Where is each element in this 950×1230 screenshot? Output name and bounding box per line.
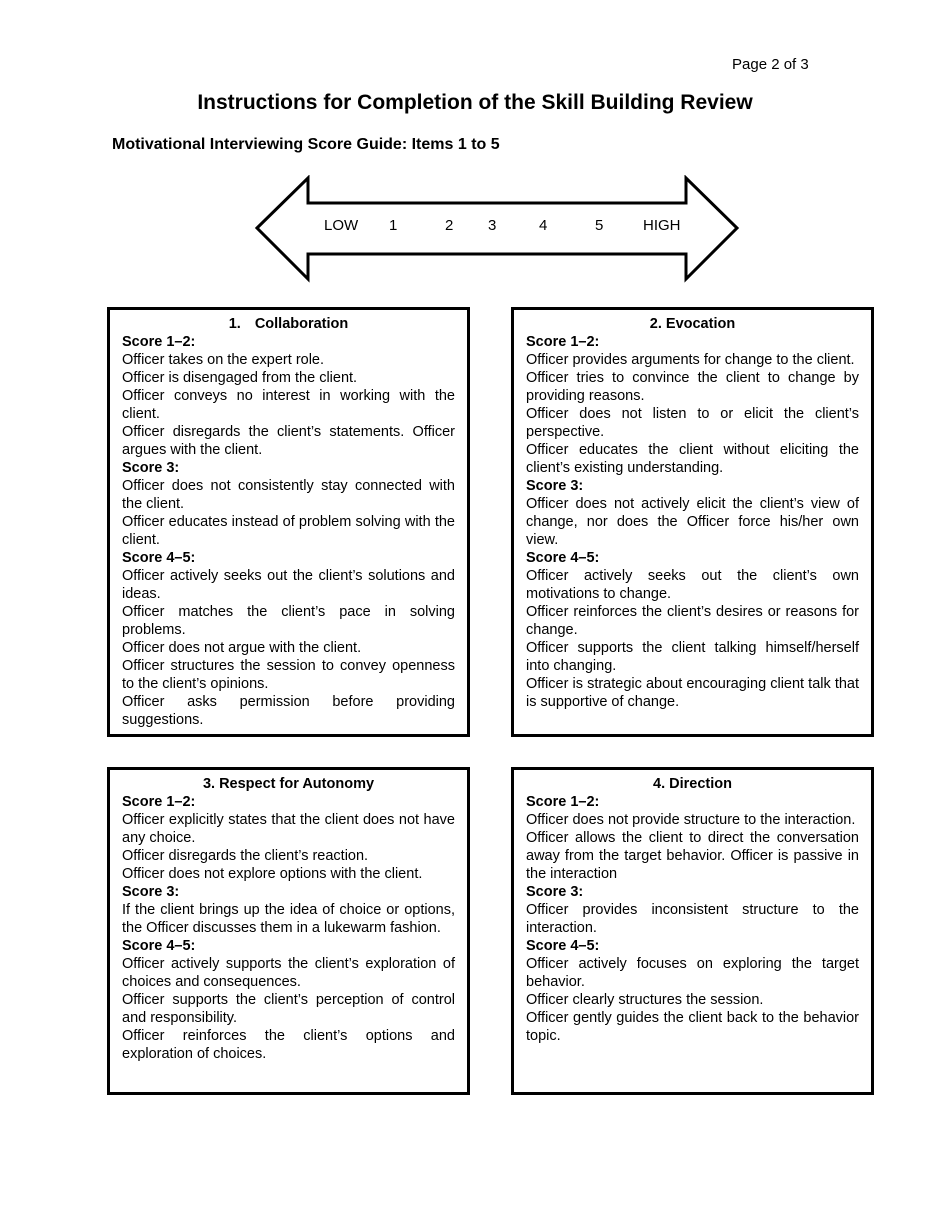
list-item: Officer does not consistently stay connected with the client. bbox=[122, 478, 455, 512]
score-3-heading: Score 3: bbox=[122, 884, 180, 900]
score-1-2-heading: Score 1–2: bbox=[122, 794, 196, 810]
list-item: Officer does not argue with the client. bbox=[122, 640, 362, 656]
list-item: Officer educates the client without eliciting the client’s existing understanding. bbox=[526, 442, 859, 476]
list-item: Officer allows the client to direct the conversation away from the target behavior. Officer is passive in the interaction bbox=[526, 830, 859, 882]
list-item: Officer provides arguments for change to the client. bbox=[526, 352, 855, 368]
list-item: Officer takes on the expert role. bbox=[122, 352, 325, 368]
direction-box bbox=[511, 767, 874, 1095]
box-title: 4. Direction bbox=[653, 776, 732, 792]
list-item: Officer disregards the client’s statements. Officer argues with the client. bbox=[122, 424, 455, 458]
list-item: Officer structures the session to convey openness to the client’s opinions. bbox=[122, 658, 455, 692]
list-item: Officer clearly structures the session. bbox=[526, 992, 764, 1008]
score-3-list bbox=[526, 495, 859, 549]
box-title bbox=[122, 315, 455, 333]
score-4-5-heading: Score 4–5: bbox=[526, 550, 600, 566]
score-scale-arrow bbox=[254, 175, 740, 283]
score-3-heading: Score 3: bbox=[122, 460, 180, 476]
list-item: Officer does not actively elicit the client’s view of change, nor does the Officer force his/her own view. bbox=[526, 496, 859, 548]
list-item: Officer supports the client talking himself/herself into changing. bbox=[526, 640, 859, 674]
score-3-list bbox=[122, 901, 455, 937]
list-item: Officer matches the client’s pace in solving problems. bbox=[122, 604, 455, 638]
section-subtitle: Motivational Interviewing Score Guide: Items 1 to 5 bbox=[112, 136, 500, 153]
list-item: Officer provides inconsistent structure to the interaction. bbox=[526, 902, 859, 936]
scale-point-5: 5 bbox=[595, 217, 604, 234]
score-4-5-list bbox=[526, 955, 859, 1045]
score-4-5-list bbox=[526, 567, 859, 711]
list-item: Officer reinforces the client’s options and exploration of choices. bbox=[122, 1028, 455, 1062]
list-item: Officer actively seeks out the client’s own motivations to change. bbox=[526, 568, 859, 602]
list-item: Officer is strategic about encouraging client talk that is supportive of change. bbox=[526, 676, 859, 710]
list-item: Officer actively focuses on exploring the target behavior. bbox=[526, 956, 859, 990]
box-title: 2. Evocation bbox=[649, 316, 736, 332]
list-item: Officer asks permission before providing suggestions. bbox=[122, 694, 455, 728]
score-1-2-heading: Score 1–2: bbox=[122, 334, 196, 350]
list-item: Officer disregards the client’s reaction. bbox=[122, 848, 369, 864]
score-3-heading: Score 3: bbox=[526, 478, 584, 494]
respect-for-autonomy-box bbox=[107, 767, 470, 1095]
collaboration-box bbox=[107, 307, 470, 737]
list-item: Officer is disengaged from the client. bbox=[122, 370, 358, 386]
score-3-list bbox=[122, 477, 455, 549]
list-item: Officer educates instead of problem solving with the client. bbox=[122, 514, 455, 548]
list-item: Officer tries to convince the client to change by providing reasons. bbox=[526, 370, 859, 404]
scale-point-4: 4 bbox=[539, 217, 548, 234]
list-item: Officer reinforces the client’s desires or reasons for change. bbox=[526, 604, 859, 638]
scale-point-1: 1 bbox=[389, 217, 398, 234]
score-4-5-heading: Score 4–5: bbox=[526, 938, 600, 954]
list-item: Officer gently guides the client back to the behavior topic. bbox=[526, 1010, 859, 1044]
evocation-box bbox=[511, 307, 874, 737]
score-3-heading: Score 3: bbox=[526, 884, 584, 900]
list-item: Officer does not provide structure to the interaction. bbox=[526, 812, 856, 828]
score-1-2-list bbox=[122, 351, 455, 459]
scale-point-2: 2 bbox=[445, 217, 454, 234]
score-1-2-list bbox=[122, 811, 455, 883]
page-number: Page 2 of 3 bbox=[732, 56, 809, 73]
list-item: Officer actively supports the client’s exploration of choices and consequences. bbox=[122, 956, 455, 990]
score-4-5-list bbox=[122, 567, 455, 729]
list-item: If the client brings up the idea of choice or options, the Officer discusses them in a lukewarm fashion. bbox=[122, 902, 455, 936]
list-item: Officer conveys no interest in working with the client. bbox=[122, 388, 455, 422]
list-item: Officer actively seeks out the client’s solutions and ideas. bbox=[122, 568, 455, 602]
page-title: Instructions for Completion of the Skill Building Review bbox=[197, 91, 753, 114]
score-3-list bbox=[526, 901, 859, 937]
item-number: 1. bbox=[228, 316, 241, 332]
list-item: Officer explicitly states that the client does not have any choice. bbox=[122, 812, 455, 846]
list-item: Officer does not explore options with the client. bbox=[122, 866, 423, 882]
box-title: 3. Respect for Autonomy bbox=[202, 776, 375, 792]
scale-low-label: LOW bbox=[324, 217, 359, 234]
score-1-2-heading: Score 1–2: bbox=[526, 794, 600, 810]
item-name: Collaboration bbox=[254, 316, 349, 332]
score-4-5-list bbox=[122, 955, 455, 1063]
score-4-5-heading: Score 4–5: bbox=[122, 938, 196, 954]
list-item: Officer does not listen to or elicit the client’s perspective. bbox=[526, 406, 859, 440]
list-item: Officer supports the client’s perception of control and responsibility. bbox=[122, 992, 455, 1026]
score-1-2-list bbox=[526, 351, 859, 477]
scale-point-3: 3 bbox=[488, 217, 497, 234]
scale-high-label: HIGH bbox=[643, 217, 681, 234]
score-4-5-heading: Score 4–5: bbox=[122, 550, 196, 566]
score-1-2-list bbox=[526, 811, 859, 883]
score-1-2-heading: Score 1–2: bbox=[526, 334, 600, 350]
